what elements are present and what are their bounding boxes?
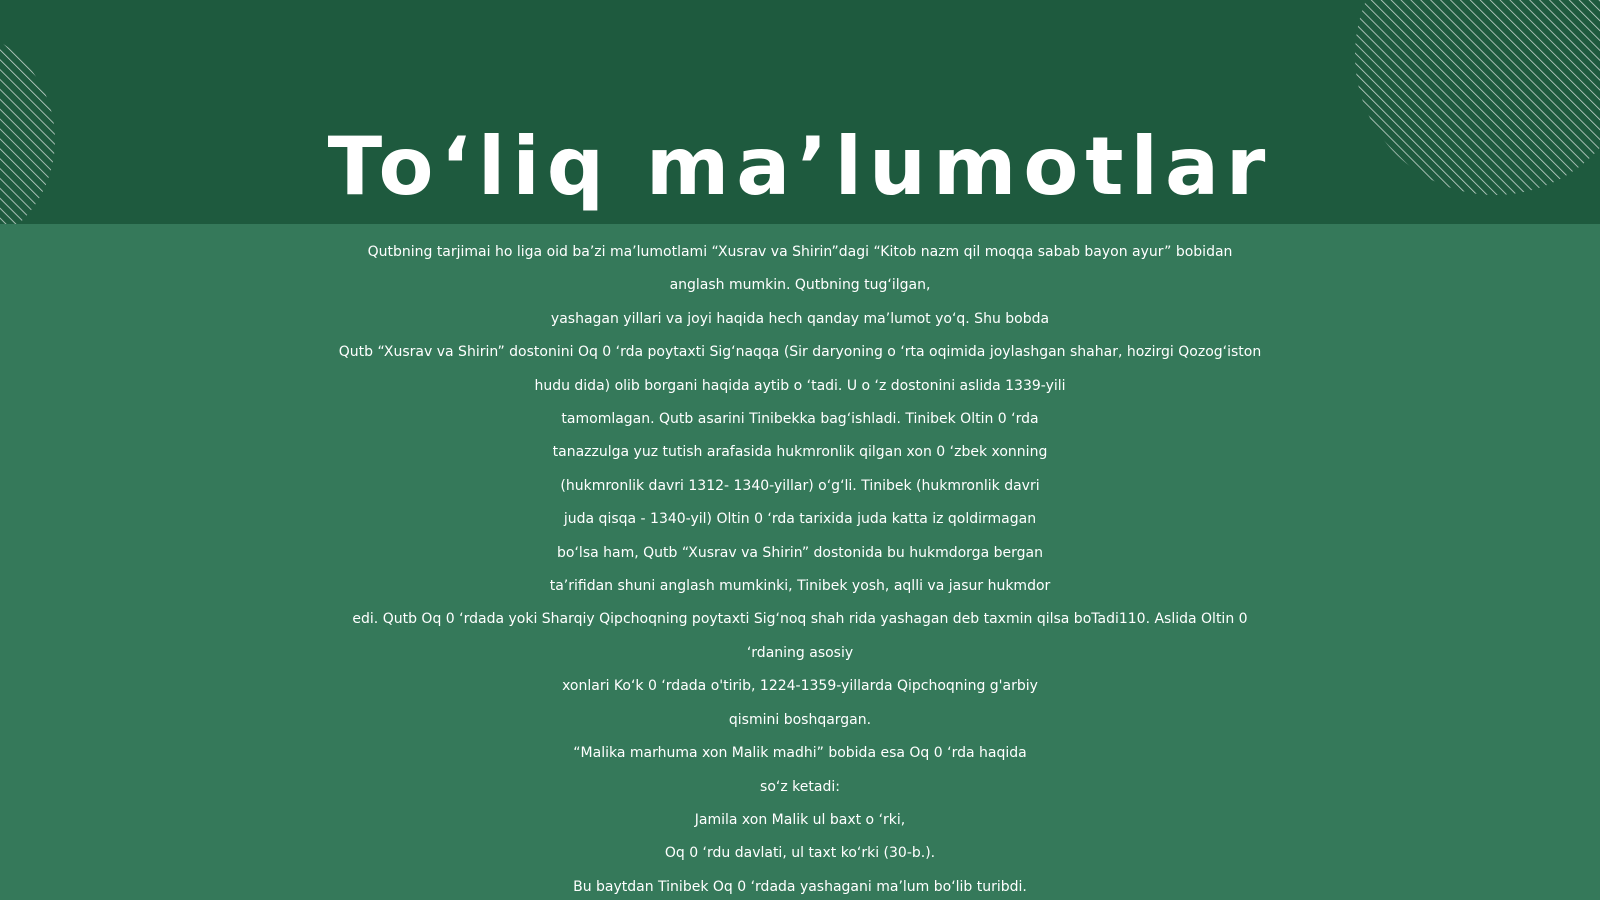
text-line: ta’rifidan shuni anglash mumkinki, Tinibek yosh, aqlli va jasur hukmdor [549, 578, 1051, 595]
text-line: Qutbning tarjimai ho liga oid ba’zi ma’lumotlami “Xusrav va Shirin”dagi “Kitob nazm qil moqqa sabab bayon ayur” bobidan [367, 244, 1233, 260]
text-line: ‘rdaning asosiy [746, 644, 854, 661]
text-line: xonlari Ko‘k 0 ‘rdada o'tirib, 1224-1359-yillarda Qipchoqning g'arbiy [562, 678, 1038, 695]
text-line: tanazzulga yuz tutish arafasida hukmronlik qilgan xon 0 ‘zbek xonning [552, 444, 1048, 461]
text-line: so‘z ketadi: [760, 778, 840, 795]
text-line: Oq 0 ‘rdu davlati, ul taxt ko‘rki (30-b.). [664, 845, 936, 862]
text-line: juda qisqa - 1340-yil) Oltin 0 ‘rda tarixida juda katta iz qoldirmagan [563, 511, 1037, 528]
text-line: (hukmronlik davri 1312- 1340-yillar) o‘g‘li. Tinibek (hukmronlik davri [560, 477, 1040, 494]
text-line: tamomlagan. Qutb asarini Tinibekka bag‘ishladi. Tinibek Oltin 0 ‘rda [561, 411, 1039, 428]
text-line: “Malika marhuma xon Malik madhi” bobida esa Oq 0 ‘rda haqida [573, 745, 1027, 762]
slide-header [0, 0, 1600, 224]
body-paragraph [0, 224, 1600, 900]
text-line: Bu baytdan Tinibek Oq 0 ‘rdada yashagani ma’lum bo‘lib turibdi. [573, 878, 1027, 895]
text-line: bo‘lsa ham, Qutb “Xusrav va Shirin” dostonida bu hukmdorga bergan [557, 544, 1043, 561]
text-line: Jamila xon Malik ul baxt o ‘rki, [694, 811, 906, 828]
text-line: yashagan yillari va joyi haqida hech qanday ma’lumot yo‘q. Shu bobda [550, 310, 1050, 327]
text-line: qismini boshqargan. [728, 711, 872, 728]
text-line: edi. Qutb Oq 0 ‘rdada yoki Sharqiy Qipchoqning poytaxti Sig‘noq shah rida yashagan deb taxmin qilsa boTadi110. Aslida Oltin 0 [352, 611, 1248, 628]
content-panel [0, 224, 1600, 900]
text-line: Qutb “Xusrav va Shirin” dostonini Oq 0 ‘rda poytaxti Sig‘naqqa (Sir daryoning o ‘rta oqimida joylashgan shahar, hozirgi Qozog‘iston [338, 344, 1262, 361]
text-line: anglash mumkin. Qutbning tug‘ilgan, [669, 277, 931, 294]
text-line: hudu dida) olib borgani haqida aytib o ‘tadi. U o ‘z dostonini aslida 1339-yili [534, 377, 1066, 394]
slide-title: To‘liq ma’lumotlar [327, 120, 1273, 213]
